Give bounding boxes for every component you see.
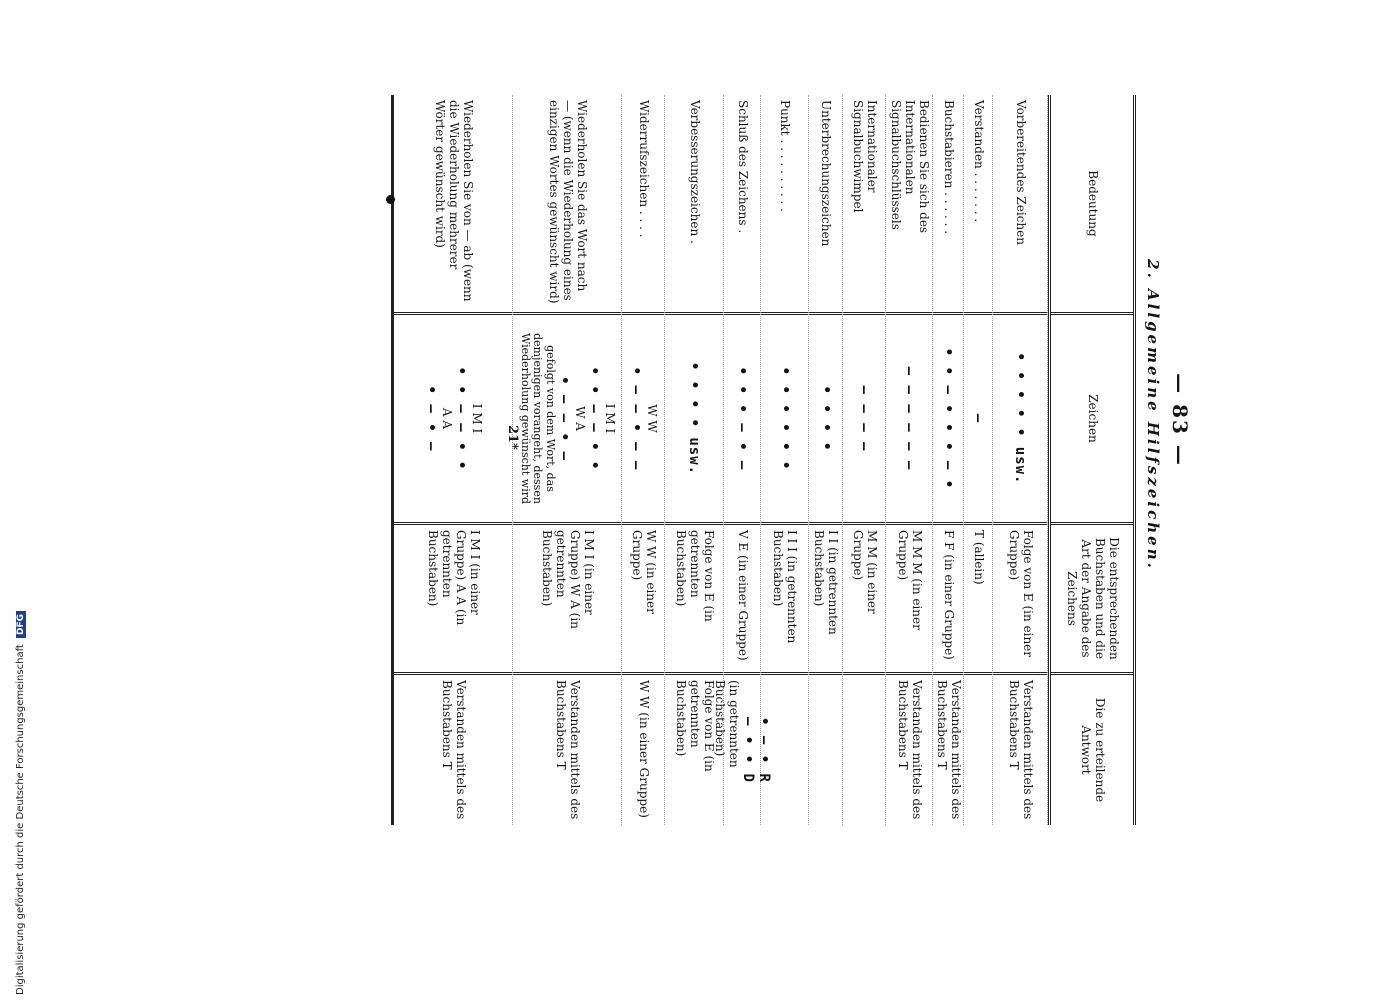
- cell-zeichen: — — — —: [843, 315, 885, 525]
- cell-antwort: Verstanden mittels des Buchstabens T: [440, 680, 468, 820]
- cell-bedeutung: Buchstabieren . . . . . .: [933, 95, 963, 315]
- rotated-book-page: [191, 0, 1200, 825]
- table-header: [1048, 95, 1133, 825]
- cell-zeichen: • • • — • —: [724, 315, 760, 525]
- cell-angabe: T (allein): [964, 525, 992, 675]
- morse-d: — • • D: [739, 716, 756, 783]
- side-note-text: Digitalisierung gefördert durch die Deutsche Forschungsgemeinschaft: [15, 644, 26, 995]
- cell-angabe: M M M (in einer Gruppe): [886, 525, 932, 675]
- cell-zeichen: [394, 315, 512, 525]
- zeichen-letters: W A: [572, 406, 587, 431]
- cell-bedeutung: Unterbrechungszeichen: [809, 95, 842, 315]
- dfg-logo: DFG: [16, 611, 26, 638]
- cell-antwort: Verstanden mittels des Buchstabens T: [935, 680, 963, 820]
- cell-zeichen: —: [964, 315, 992, 525]
- cell-bedeutung: Internationaler Signalbuchwimpel: [843, 95, 885, 315]
- cell-angabe: I M I (in einer Gruppe) W A (in getrennten Buchstaben): [513, 525, 621, 675]
- cell-bedeutung: Vorbereitendes Zeichen: [993, 95, 1047, 315]
- cell-bedeutung: Bedienen Sie sich des Internationalen Signalbuchschlüssels: [886, 95, 932, 315]
- cell-angabe: I M I (in einer Gruppe) A A (in getrennten Buchstaben): [394, 525, 512, 675]
- cell-antwort: Folge von E (in getrennten Buchstaben): [674, 680, 716, 772]
- cell-bedeutung: Wiederholen Sie von — ab (wenn die Wiederholung mehrerer Wörter gewünscht wird): [394, 95, 512, 315]
- table-row: [761, 95, 809, 825]
- cell-bedeutung: Punkt . . . . . . . . . .: [761, 95, 808, 315]
- cell-zeichen: [622, 315, 664, 525]
- table-row: [712, 95, 772, 825]
- cell-bedeutung: Schluß des Zeichens .: [724, 95, 760, 315]
- cell-angabe: I I (in getrennten Buchstaben): [809, 525, 842, 675]
- section-title: 2. Allgemeine Hilfszeichen.: [1144, 259, 1162, 571]
- cell-bedeutung: Verbesserungszeichen .: [665, 95, 723, 315]
- page-number: — 83 —: [1168, 373, 1192, 467]
- cell-angabe: Folge von E (in einer Gruppe): [993, 525, 1047, 675]
- cell-antwort: Verstanden mittels des Buchstabens T: [1007, 680, 1035, 820]
- antwort-note: (in getrennten Buchstaben): [712, 680, 741, 768]
- cell-zeichen: • • — • • • — •: [933, 315, 963, 525]
- ink-dot: [386, 195, 395, 204]
- cell-antwort: W W (in einer Gruppe): [636, 680, 651, 818]
- header-zeichen: Zeichen: [1051, 315, 1133, 525]
- zeichen-morse: • — — • — —: [628, 366, 645, 471]
- cell-zeichen: • • • • • usw.: [993, 315, 1047, 525]
- cell-zeichen: [513, 315, 621, 525]
- cell-bedeutung: Verstanden . . . . . . .: [964, 95, 992, 315]
- cell-antwort: Verstanden mittels des Buchstabens T: [554, 680, 582, 820]
- cell-antwort: Verstanden mittels des Buchstabens T: [896, 680, 924, 820]
- zeichen-morse: • • — — • •: [586, 366, 603, 471]
- zeichen-letters: A A: [440, 407, 454, 430]
- header-antwort: Die zu erteilende Antwort: [1079, 697, 1107, 803]
- cell-angabe: M M (in einer Gruppe): [843, 525, 885, 675]
- cell-angabe: I I I (in getrennten Buchstaben): [761, 525, 808, 675]
- table-row: [964, 95, 993, 825]
- cell-angabe: V E (in einer Gruppe): [724, 525, 760, 675]
- zeichen-morse: • • — — • •: [453, 366, 470, 471]
- side-note: [15, 611, 26, 995]
- zeichen-letters: I M I: [469, 403, 484, 434]
- table-row: [933, 95, 964, 825]
- zeichen-letters: I M I: [602, 403, 617, 434]
- zeichen-letters: W W: [644, 404, 659, 433]
- cell-zeichen: • • • •: [809, 315, 842, 525]
- cell-antwort: [809, 675, 842, 825]
- cell-bedeutung: Wiederholen Sie das Wort nach — (wenn die Wiederholung eines einzigen Wortes gewünscht wird): [513, 95, 621, 315]
- cell-antwort: [964, 675, 992, 825]
- table-row: [809, 95, 843, 825]
- header-angabe: Die entsprechenden Buchstaben und die Art der Angabe des Zeichens: [1051, 525, 1133, 675]
- cell-antwort: [712, 675, 772, 825]
- cell-angabe: Folge von E (in getrennten Buchstaben): [665, 525, 723, 675]
- cell-angabe: F F (in einer Gruppe): [933, 525, 963, 675]
- cell-zeichen: • • • • • •: [761, 315, 808, 525]
- zeichen-morse: • — • —: [423, 385, 440, 452]
- table-row: [622, 95, 665, 825]
- cell-zeichen: • • • • usw.: [665, 315, 723, 525]
- morse-r: • — • R: [755, 716, 772, 783]
- table-row: [665, 95, 724, 825]
- cell-zeichen: — — — — — —: [886, 315, 932, 525]
- cell-antwort: [843, 675, 885, 825]
- zeichen-morse: • — — • —: [556, 376, 573, 461]
- cell-angabe: W W (in einer Gruppe): [622, 525, 664, 675]
- signature-mark: 21*: [505, 425, 520, 450]
- signal-table: [391, 95, 1136, 825]
- cell-bedeutung: Widerrufszeichen . . . .: [622, 95, 664, 315]
- table-row: [394, 95, 513, 825]
- table-row: [886, 95, 933, 825]
- table-row: [843, 95, 886, 825]
- zeichen-note: gefolgt von dem Wort, das demjenigen vorangeht, dessen Wiederholung gewünscht wird: [518, 332, 558, 505]
- table-row: [513, 95, 622, 825]
- header-bedeutung: Bedeutung: [1051, 95, 1133, 315]
- table-row: [993, 95, 1048, 825]
